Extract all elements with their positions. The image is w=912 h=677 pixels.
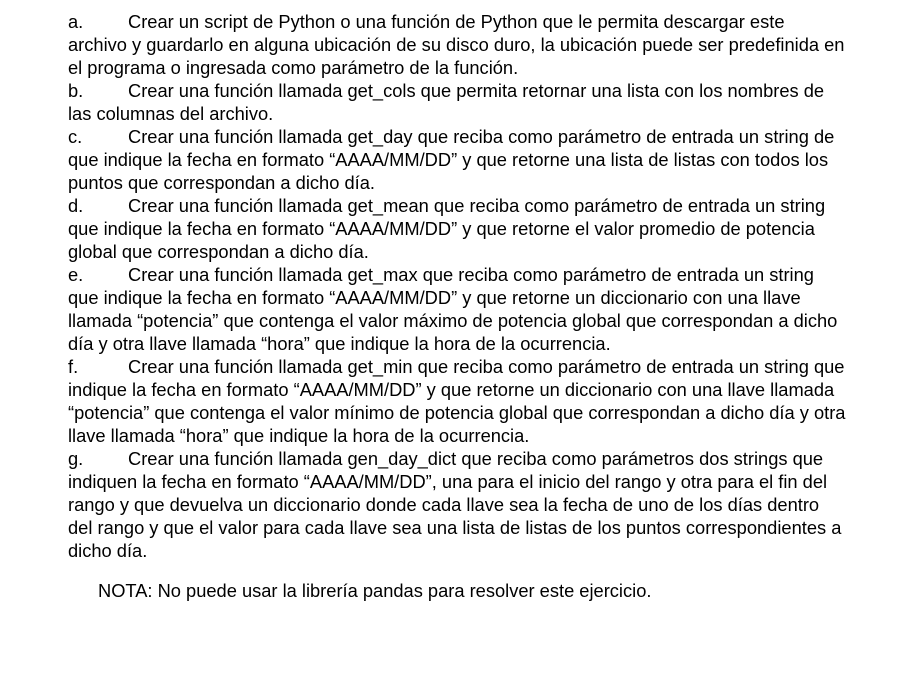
list-item-f [68, 355, 848, 447]
list-item-c [68, 125, 848, 194]
item-marker: g. [68, 448, 84, 469]
item-text: Crear un script de Python o una función de Python que le permita descargar este archivo y guardarlo en alguna ubicación de su disco duro, la ubicación puede ser predefinida en el programa o ingresada como parámetro de la función. [68, 11, 845, 78]
item-marker: e. [68, 264, 84, 285]
item-marker: b. [68, 80, 84, 101]
list-item-a [68, 10, 848, 79]
item-marker: d. [68, 195, 84, 216]
item-text: Crear una función llamada get_min que reciba como parámetro de entrada un string que indique la fecha en formato “AAAA/MM/DD” y que retorne un diccionario con una llave llamada “potencia” que contenga el valor mínimo de potencia global que correspondan a dicho día y otra llave llamada “hora” que indique la hora de la ocurrencia. [68, 356, 846, 446]
item-text: Crear una función llamada get_cols que permita retornar una lista con los nombres de las columnas del archivo. [68, 80, 825, 124]
item-text: Crear una función llamada gen_day_dict que reciba como parámetros dos strings que indiquen la fecha en formato “AAAA/MM/DD”, una para el inicio del rango y otra para el fin del rango y que devuelva un diccionario donde cada llave sea la fecha de uno de los días dentro del rango y que el valor para cada llave sea una lista de listas de los puntos correspondientes a dicho día. [68, 448, 842, 561]
list-item-g [68, 447, 848, 562]
item-marker: a. [68, 11, 84, 32]
note-text: NOTA: No puede usar la librería pandas para resolver este ejercicio. [98, 580, 652, 601]
list-item-b [68, 79, 848, 125]
item-text: Crear una función llamada get_day que reciba como parámetro de entrada un string de que indique la fecha en formato “AAAA/MM/DD” y que retorne una lista de listas con todos los puntos que correspondan a dicho día. [68, 126, 835, 193]
item-marker: f. [68, 356, 79, 377]
document-body [68, 10, 848, 602]
item-text: Crear una función llamada get_max que reciba como parámetro de entrada un string que indique la fecha en formato “AAAA/MM/DD” y que retorne un diccionario con una llave llamada “potencia” que contenga el valor máximo de potencia global que correspondan a dicho día y otra llave llamada “hora” que indique la hora de la ocurrencia. [68, 264, 838, 354]
item-marker: c. [68, 126, 83, 147]
item-text: Crear una función llamada get_mean que reciba como parámetro de entrada un string que indique la fecha en formato “AAAA/MM/DD” y que retorne el valor promedio de potencia global que correspondan a dicho día. [68, 195, 826, 262]
list-item-e [68, 263, 848, 355]
list-item-d [68, 194, 848, 263]
